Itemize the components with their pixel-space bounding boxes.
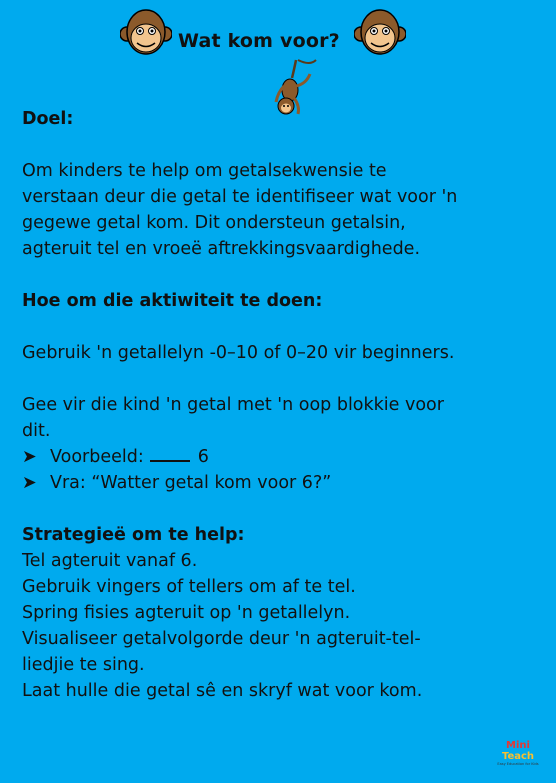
strategy-line: Laat hulle die getal sê en skryf wat voor kom.: [22, 681, 423, 701]
goal-line: Om kinders te help om getalsekwensie te: [22, 161, 387, 181]
bullet-number: 6: [197, 447, 209, 467]
strategy-line: Spring fisies agteruit op 'n getallelyn.: [22, 603, 351, 623]
strategies-heading: Strategieë om te help:: [22, 525, 245, 545]
content: [22, 106, 542, 704]
goal-line: gegewe getal kom. Dit ondersteun getalsin,: [22, 213, 406, 233]
bullet-label: Voorbeeld:: [50, 447, 144, 467]
goal-heading: Doel:: [22, 109, 74, 129]
how-line: Gee vir die kind 'n getal met 'n oop blokkie voor: [22, 395, 444, 415]
header: [0, 8, 556, 58]
how-line: dit.: [22, 421, 51, 441]
how-heading: Hoe om die aktiwiteit te doen:: [22, 291, 323, 311]
answer-blank: [150, 444, 190, 462]
logo-text-top: Mini: [506, 740, 530, 751]
strategy-line: Gebruik vingers of tellers om af te tel.: [22, 577, 356, 597]
goal-line: agteruit tel en vroeë aftrekkingsvaardighede.: [22, 239, 421, 259]
strategy-line: liedjie te sing.: [22, 655, 145, 675]
goal-line: verstaan deur die getal te identifiseer wat voor 'n: [22, 187, 458, 207]
arrow-bullet-icon: ➤: [22, 473, 37, 493]
monkey-face-icon: [120, 8, 172, 58]
page-title: Wat kom voor?: [178, 30, 340, 52]
bullet-example: [22, 444, 542, 470]
strategy-line: Tel agteruit vanaf 6.: [22, 551, 198, 571]
arrow-bullet-icon: ➤: [22, 447, 37, 467]
bullet-label: Vra: “Watter getal kom voor 6?”: [50, 473, 332, 493]
bullet-question: [22, 470, 542, 496]
logo-tagline: Easy Education for Kids: [497, 762, 539, 766]
monkey-face-icon: [354, 8, 406, 58]
logo-text-bottom: Teach: [501, 751, 535, 762]
how-line: Gebruik 'n getallelyn -0–10 of 0–20 vir beginners.: [22, 343, 455, 363]
strategy-line: Visualiseer getalvolgorde deur 'n agteruit-tel-: [22, 629, 421, 649]
publisher-logo-icon: [494, 740, 542, 770]
